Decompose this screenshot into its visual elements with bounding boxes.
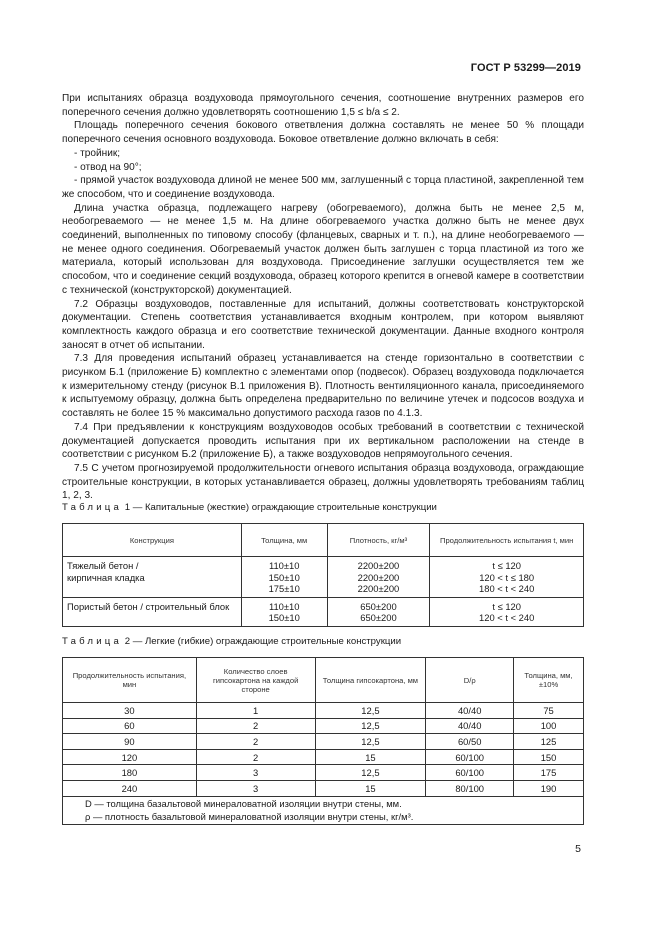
table-cell [241, 597, 327, 626]
table-cell: 3 [196, 765, 315, 781]
table-cell: 12,5 [315, 718, 426, 734]
table-cell: 12,5 [315, 734, 426, 750]
cell-value: 180 < t < 240 [479, 583, 535, 595]
table-cell: 30 [63, 703, 197, 719]
document-header: ГОСТ Р 53299—2019 [470, 62, 581, 74]
table-cell: 1 [196, 703, 315, 719]
table-cell: 100 [514, 718, 584, 734]
table-cell: 2 [196, 749, 315, 765]
table-cell: 60/50 [426, 734, 514, 750]
list-item: - тройник; [74, 147, 121, 159]
cell-value: 150±10 [268, 571, 300, 583]
table-cell [241, 557, 327, 598]
table2-caption [62, 636, 401, 647]
table-cell: 80/100 [426, 780, 514, 796]
column-header: Конструкция [63, 524, 242, 557]
table-row [63, 703, 584, 719]
table-header-row [63, 524, 584, 557]
table-cell: 180 [63, 765, 197, 781]
table-cell: 15 [315, 749, 426, 765]
list-item: - отвод на 90°; [74, 161, 142, 173]
cell-value: 2200±200 [357, 560, 400, 571]
paragraph: При испытаниях образца воздуховода прямоугольного сечения, соотношение внутренних размеров его поперечного сечения должно удовлетворять соотношению 1,5 ≤ b/a ≤ 2. [62, 93, 584, 118]
table-row [63, 749, 584, 765]
table-cell: 60 [63, 718, 197, 734]
column-header: Количество слоев гипсокартона на каждой стороне [196, 658, 315, 703]
table-cell [430, 557, 584, 598]
table-row [63, 718, 584, 734]
paragraph: 7.5 С учетом прогнозируемой продолжительности огневого испытания образца воздуховода, ограждающие строительные конструкции, в которых устанавливается образец, должны удовлетворять требованиям таблиц 1, 2, 3. [62, 462, 584, 502]
table-cell: 60/100 [426, 749, 514, 765]
table-cell [430, 597, 584, 626]
table-rigid-constructions [62, 523, 584, 627]
cell-value: 650±200 [360, 612, 397, 624]
table2-caption-text: 2 — Легкие (гибкие) ограждающие строительные конструкции [124, 636, 402, 647]
table-cell: 90 [63, 734, 197, 750]
cell-value: 110±10 [268, 600, 300, 612]
paragraph: 7.4 При предъявлении к конструкциям воздуховодов особых требований в соответствии с технической документацией допускается проводить испытания при их вертикальном расположении на стенде в соответствии с рисунком Б.2 (приложение Б), а также воздуховодов непрямоугольного сечения. [62, 421, 584, 461]
table-cell: 15 [315, 780, 426, 796]
column-header: Толщина, мм [241, 524, 327, 557]
table-cell [327, 557, 430, 598]
table-cell: 120 [63, 749, 197, 765]
table-row [63, 780, 584, 796]
cell-value: 650±200 [360, 600, 397, 612]
table-cell: 175 [514, 765, 584, 781]
table-flexible-constructions [62, 657, 584, 825]
cell-value: t ≤ 120 [492, 560, 521, 571]
note: D — толщина базальтовой минераловатной изоляции внутри стены, мм. [85, 797, 402, 809]
paragraph: 7.3 Для проведения испытаний образец устанавливается на стенде горизонтально в соответствии с рисунком Б.1 (приложение Б) комплектно с элементами опор (подвесок). Образец воздуховода подключается к измерительному стенду (рисунок В.1 приложения В). Плотность вентиляционного канала, присоединяемого к испытуемому образцу, должна быть определена предварительно по величине утечек и подсосов воздуха и составлять не более 15 % максимально допустимого расхода газов по 4.1.3. [62, 353, 584, 420]
table-cell [327, 597, 430, 626]
table-cell: 240 [63, 780, 197, 796]
table-cell: 150 [514, 749, 584, 765]
column-header: Продолжительность испытания, мин [63, 658, 197, 703]
table-cell: 190 [514, 780, 584, 796]
table-row [63, 734, 584, 750]
table-cell: 60/100 [426, 765, 514, 781]
note: ρ — плотность базальтовой минераловатной изоляции внутри стены, кг/м³. [85, 811, 414, 823]
column-header: Продолжительность испытания t, мин [430, 524, 584, 557]
table-header-row [63, 658, 584, 703]
table2-caption-prefix: Таблица [62, 636, 123, 647]
table-cell: 40/40 [426, 718, 514, 734]
column-header: Толщина гипсокартона, мм [315, 658, 426, 703]
cell-value: 2200±200 [357, 583, 400, 595]
cell-value: 120 < t ≤ 180 [479, 571, 535, 583]
cell-value: 120 < t < 240 [479, 612, 535, 624]
cell-value: t ≤ 120 [492, 600, 521, 612]
table-notes [63, 796, 584, 824]
table-cell: 75 [514, 703, 584, 719]
cell-value: 175±10 [268, 583, 300, 595]
table-cell: 12,5 [315, 703, 426, 719]
table-cell: 12,5 [315, 765, 426, 781]
table-cell: 40/40 [426, 703, 514, 719]
page-number: 5 [575, 843, 581, 855]
table-cell: 125 [514, 734, 584, 750]
table-notes-row [63, 796, 584, 824]
body-text [62, 92, 584, 503]
paragraph: Длина участка образца, подлежащего нагреву (обогреваемого), должна быть не менее 2,5 м, необогреваемого — не менее 1,5 м. На длине обогреваемого участка должно быть не менее двух соединений, выполненных по типовому способу (фланцевых, сварных и т. п.), на длине необогреваемого — не менее одного соединения. Обогреваемый участок должен быть заглушен с торца пластиной из того же материала, который использован для воздуховода. Присоединение заглушки осуществляется тем же способом, что и соединение секций воздуховода, образец которого крепится в огневой камере в соответствии с технической (конструкторской) документацией. [62, 202, 584, 296]
paragraph: Площадь поперечного сечения бокового ответвления должна составлять не менее 50 % площади поперечного сечения основного воздуховода. Боковое ответвление должно включать в себя: [62, 120, 584, 146]
table-row [63, 765, 584, 781]
list-item: - прямой участок воздуховода длиной не менее 500 мм, заглушенный с торца пластиной, закрепленной тем же способом, что и соединение воздуховода. [62, 175, 584, 200]
table-row [63, 557, 584, 598]
table-row [63, 597, 584, 626]
cell-value: 110±10 [268, 560, 300, 571]
cell-value: 150±10 [268, 612, 300, 624]
cell-value: 2200±200 [357, 571, 400, 583]
table-cell: 2 [196, 734, 315, 750]
table-cell: Пористый бетон / строительный блок [63, 597, 242, 626]
paragraph: 7.2 Образцы воздуховодов, поставленные для испытаний, должны соответствовать конструкторской документации. Степень соответствия устанавливается входным контролем, при котором выявляют комплектность каждого образца и его соответствие технической документации. Данные входного контроля заносят в отчет об испытании. [62, 298, 584, 351]
column-header: Плотность, кг/м³ [327, 524, 430, 557]
table-cell: 2 [196, 718, 315, 734]
table1-caption-prefix: Таблица [62, 502, 123, 513]
table-cell: Тяжелый бетон / кирпичная кладка [63, 557, 242, 598]
table1-caption-text: 1 — Капитальные (жесткие) ограждающие строительные конструкции [124, 502, 437, 513]
table1-caption [62, 502, 437, 513]
table-cell: 3 [196, 780, 315, 796]
column-header: D/ρ [426, 658, 514, 703]
column-header: Толщина, мм, ±10% [514, 658, 584, 703]
